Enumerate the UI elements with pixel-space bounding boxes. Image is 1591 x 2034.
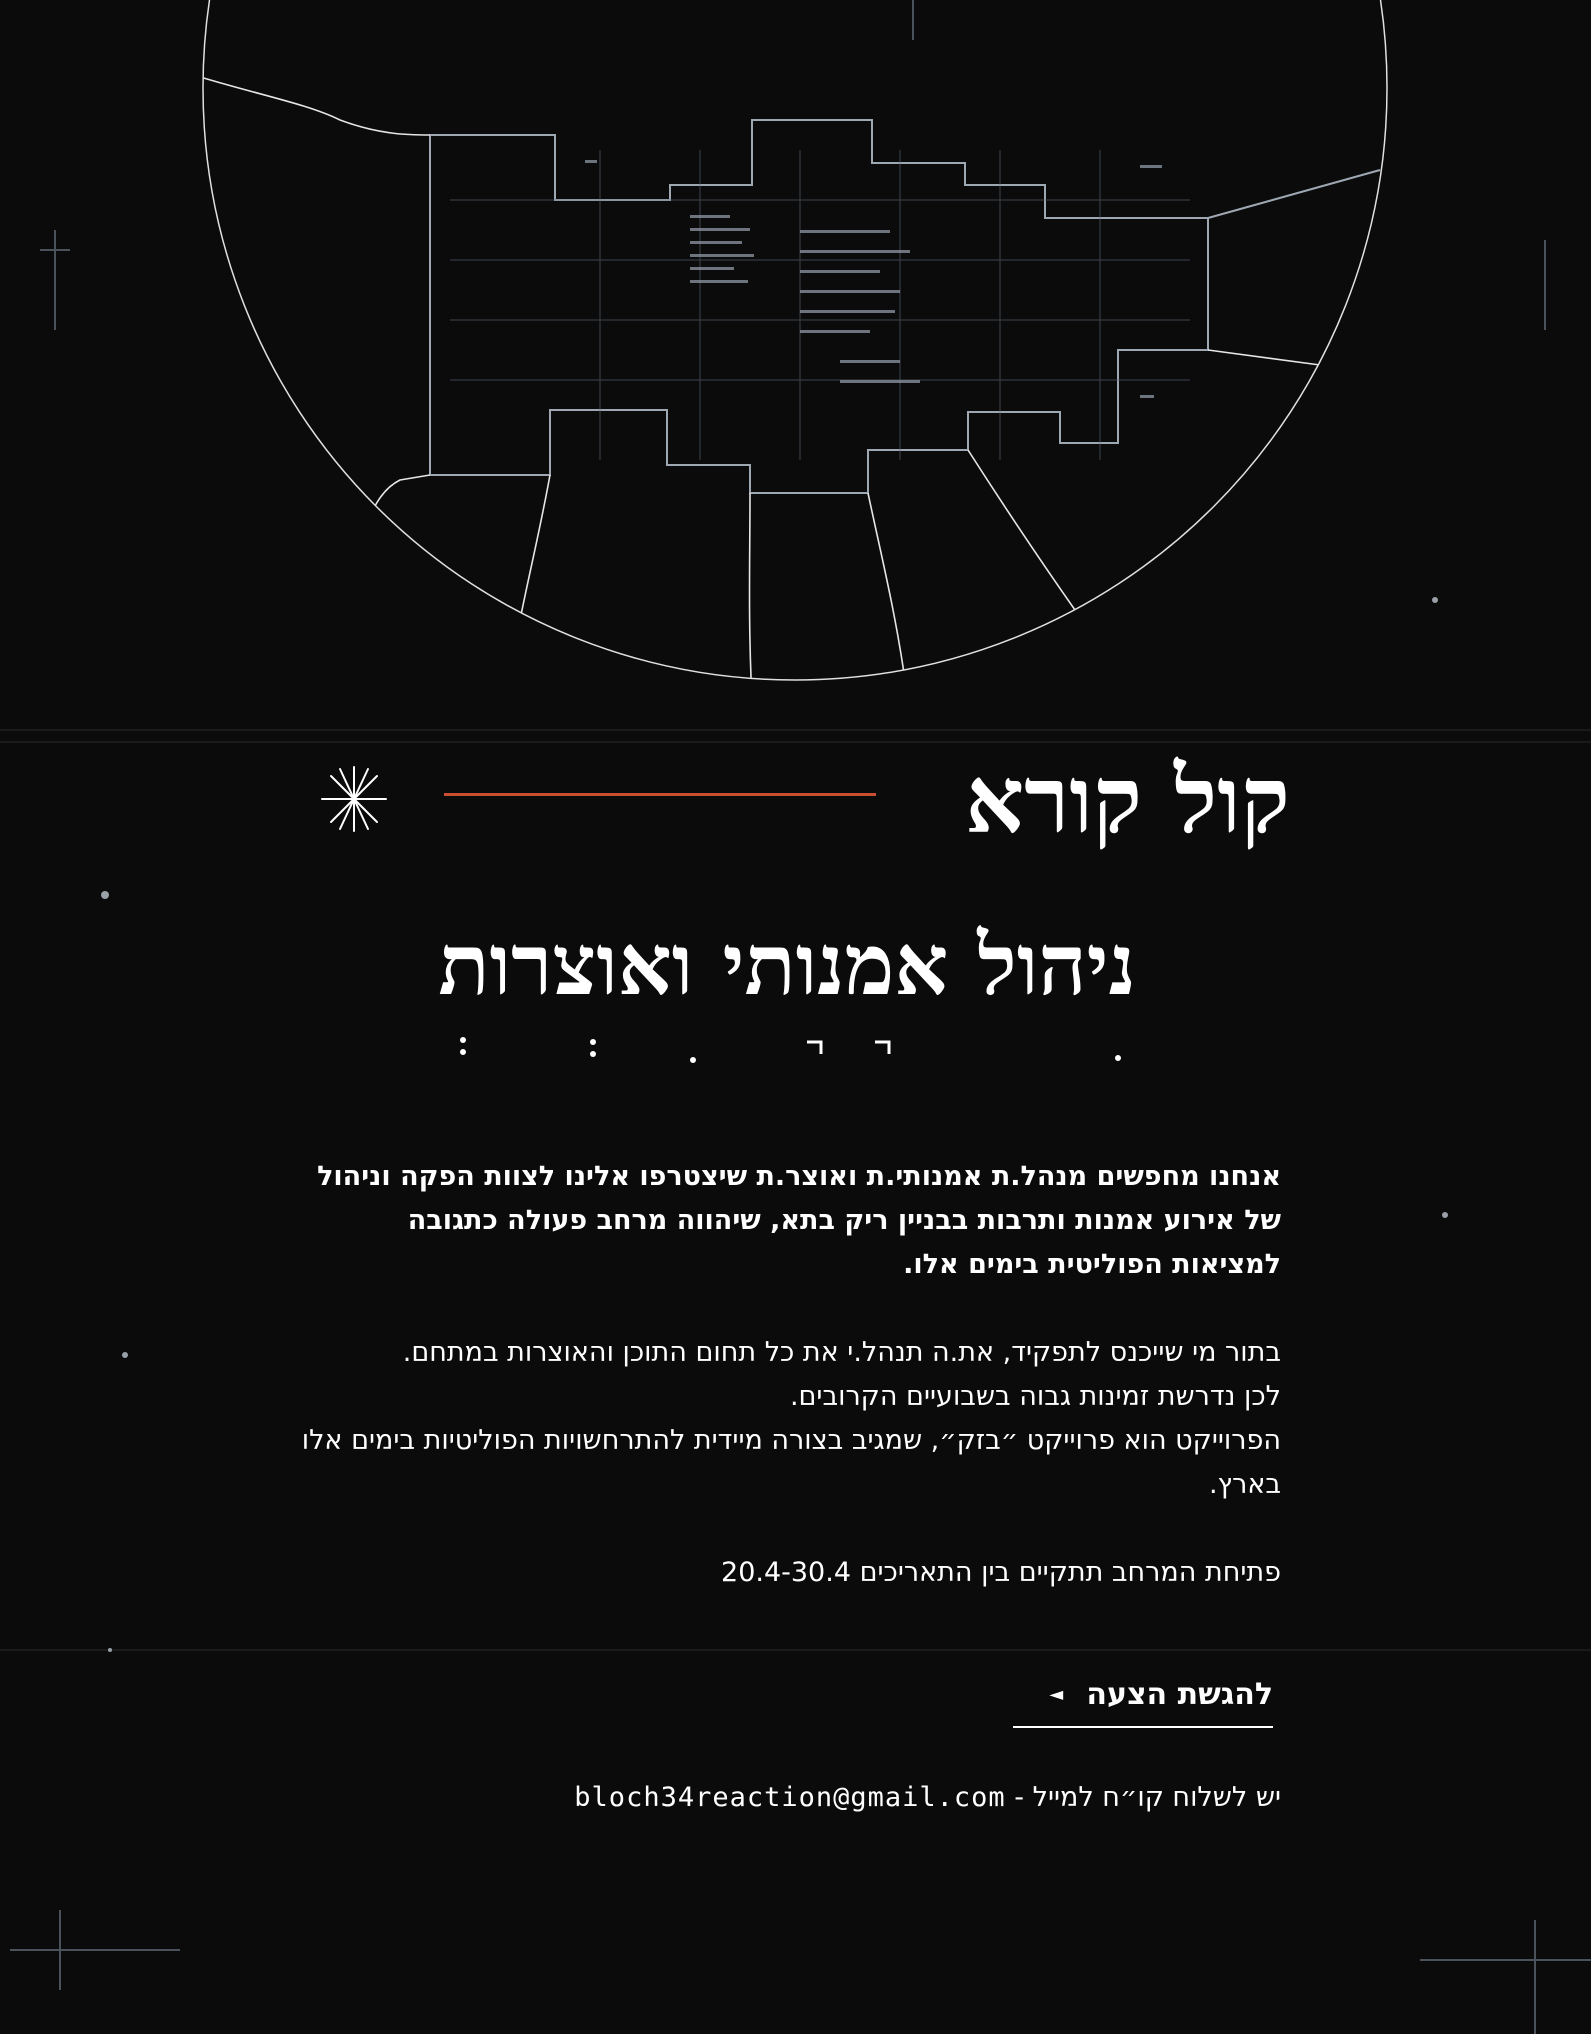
dates-paragraph: פתיחת המרחב תתקיים בין התאריכים 20.4-30.4 (721, 1557, 1281, 1588)
subtitle-vowel-marks (300, 1030, 1150, 1070)
intro-paragraph: אנחנו מחפשים מנהל.ת אמנותי.ת ואוצר.ת שיצטרפו אלינו לצוות הפקה וניהול של אירוע אמנות ותרבות בבניין ריק בתא, שיהווה מרחב פעולה כתגובה למציאות הפוליטית בימים אלו. (317, 1161, 1281, 1280)
contact-email-link[interactable]: bloch34reaction@gmail.com (574, 1782, 1006, 1813)
submit-proposal-link[interactable] (1013, 1670, 1273, 1728)
contact-line (574, 1775, 1281, 1821)
page-title: קול קורא (965, 746, 1290, 854)
role-line-2: לכן נדרשת זמינות גבוה בשבועיים הקרובים. (789, 1381, 1281, 1412)
role-paragraph (291, 1331, 1281, 1507)
body-text (291, 1155, 1281, 1595)
contact-prefix: יש לשלוח קו״ח למייל - (1014, 1782, 1281, 1813)
role-line-3: הפרוייקט הוא פרוייקט ״בזק״, שמגיב בצורה מיידית להתרחשויות הפוליטיות בימים אלו בארץ. (301, 1425, 1281, 1500)
heading-row (300, 745, 1290, 855)
submit-proposal-label: להגשת הצעה (1086, 1677, 1273, 1712)
arrow-left-icon: ◄ (1049, 1684, 1064, 1705)
role-line-1: בתור מי שייכנס לתפקיד, את.ה תנהל.י את כל תחום התוכן והאוצרות במתחם. (402, 1337, 1281, 1368)
heading-accent-line (444, 793, 876, 796)
asterisk-icon (318, 763, 390, 835)
subtitle: ניהול אמנותי ואוצרות (438, 915, 1136, 1014)
